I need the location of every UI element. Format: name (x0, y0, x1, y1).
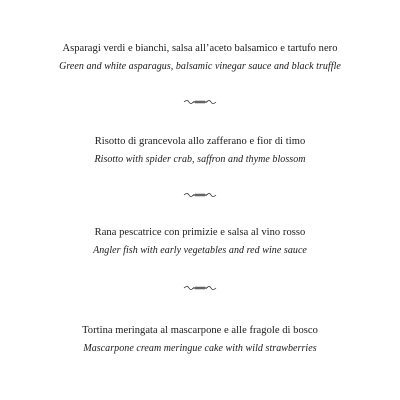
course-english-name: Green and white asparagus, balsamic vinegar sauce and black truffle (59, 61, 341, 72)
course-english-name: Risotto with spider crab, saffron and thyme blossom (94, 154, 306, 165)
course-italian-name: Risotto di grancevola allo zafferano e fior di timo (94, 136, 306, 147)
course-1 (0, 40, 400, 76)
scroll-ornament-icon (183, 99, 217, 105)
course-3 (0, 224, 400, 260)
course-italian-name: Asparagi verdi e bianchi, salsa all’aceto balsamico e tartufo nero (62, 43, 338, 54)
scroll-ornament-icon (183, 285, 217, 291)
course-english-name: Mascarpone cream meringue cake with wild strawberries (83, 343, 317, 354)
course-4 (0, 322, 400, 358)
course-2 (0, 133, 400, 169)
course-italian-name: Rana pescatrice con primizie e salsa al vino rosso (94, 227, 306, 238)
scroll-ornament-icon (183, 192, 217, 198)
course-english-name: Angler fish with early vegetables and red wine sauce (93, 245, 307, 256)
course-italian-name: Tortina meringata al mascarpone e alle fragole di bosco (82, 325, 318, 336)
